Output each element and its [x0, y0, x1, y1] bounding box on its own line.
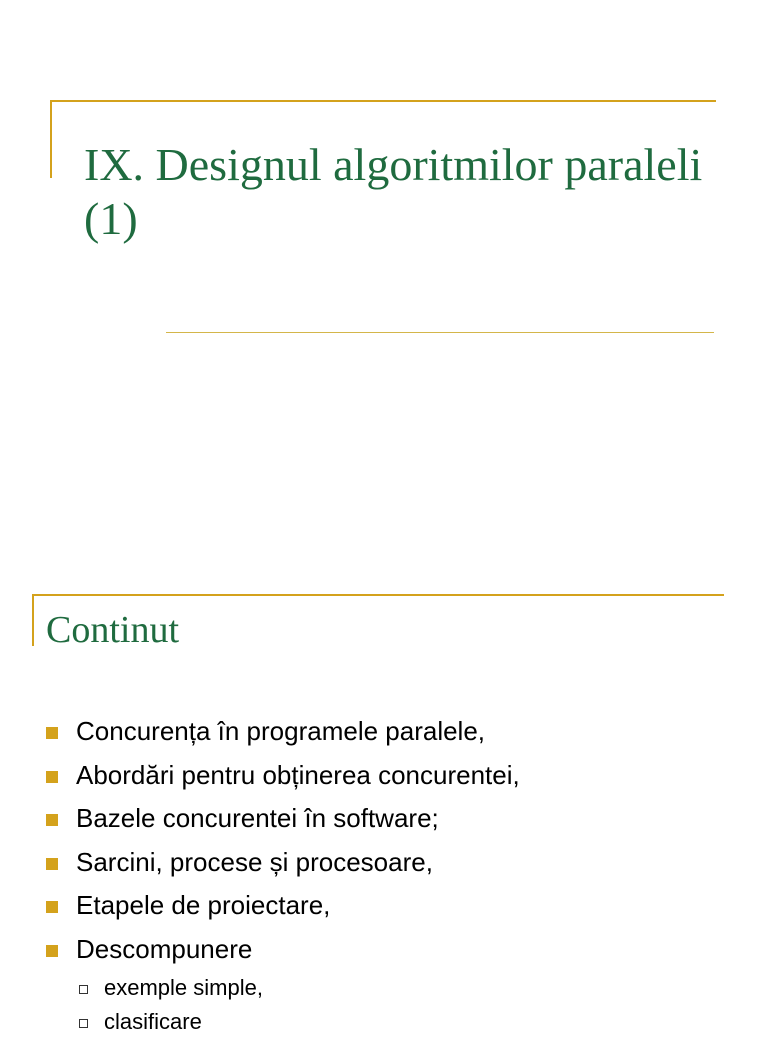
bullet-text: Etapele de proiectare, — [76, 890, 330, 920]
square-bullet-icon — [46, 945, 58, 957]
sub-list-item — [76, 971, 520, 1005]
hollow-square-bullet-icon — [79, 985, 88, 994]
frame-left-border — [50, 100, 52, 178]
frame-top-border — [50, 100, 716, 102]
square-bullet-icon — [46, 727, 58, 739]
bullet-text: Abordări pentru obținerea concurentei, — [76, 760, 520, 790]
slide-title: IX. Designul algoritmilor paraleli (1) — [84, 138, 704, 246]
list-item — [46, 928, 520, 1039]
frame-left-border — [32, 594, 34, 646]
list-item — [46, 841, 520, 885]
sub-bullet-list — [76, 971, 520, 1039]
title-underline — [166, 332, 714, 333]
frame-top-border — [32, 594, 724, 596]
square-bullet-icon — [46, 771, 58, 783]
bullet-text: Concurența în programele paralele, — [76, 716, 485, 746]
square-bullet-icon — [46, 858, 58, 870]
list-item — [46, 884, 520, 928]
bullet-text: Bazele concurentei în software; — [76, 803, 439, 833]
sub-bullet-text: exemple simple, — [104, 975, 263, 1000]
contents-slide — [0, 560, 768, 1024]
square-bullet-icon — [46, 901, 58, 913]
bullet-text: Descompunere — [76, 934, 252, 964]
square-bullet-icon — [46, 814, 58, 826]
bullet-text: Sarcini, procese și procesoare, — [76, 847, 433, 877]
sub-bullet-text: clasificare — [104, 1009, 202, 1034]
list-item — [46, 710, 520, 754]
sub-list-item — [76, 1005, 520, 1039]
slide-heading: Continut — [46, 607, 179, 653]
bullet-list — [46, 710, 520, 1039]
list-item — [46, 754, 520, 798]
list-item — [46, 797, 520, 841]
